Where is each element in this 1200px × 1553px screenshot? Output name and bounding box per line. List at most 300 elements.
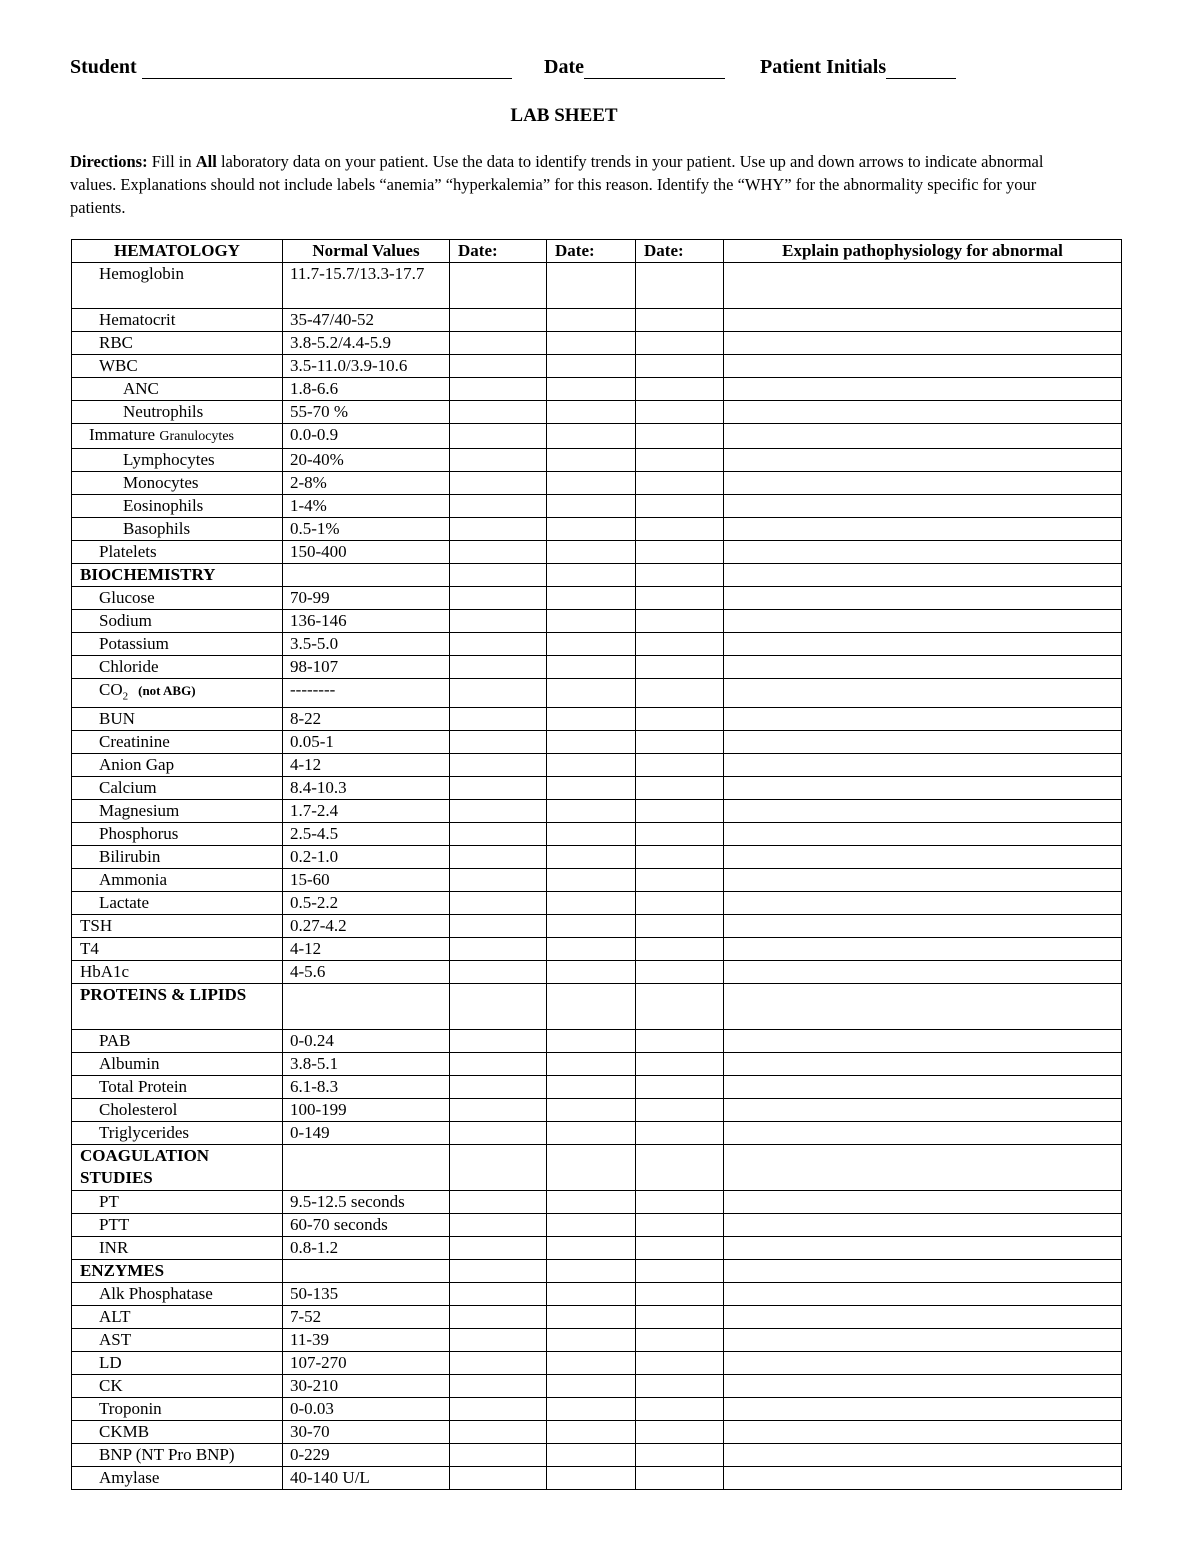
date-3-cell[interactable] [636,1467,724,1490]
explanation-cell[interactable] [724,564,1122,587]
explanation-cell[interactable] [724,754,1122,777]
lab-test-label: Platelets [99,542,157,561]
date-3-cell[interactable] [636,1099,724,1122]
date-1-cell[interactable] [450,355,547,378]
table-row [72,1099,1122,1122]
lab-table [71,239,1122,1490]
date-1-cell[interactable] [450,1191,547,1214]
lab-test-label: CO [99,680,123,699]
date-2-cell[interactable] [547,1191,636,1214]
table-row [72,472,1122,495]
date-3-cell[interactable] [636,984,724,1030]
date-2-cell[interactable] [547,401,636,424]
lab-test-name [72,915,283,938]
table-row [72,401,1122,424]
date-2-cell[interactable] [547,708,636,731]
date-1-cell[interactable] [450,633,547,656]
date-2-cell[interactable] [547,1306,636,1329]
date-2-cell[interactable] [547,1329,636,1352]
date-2-cell[interactable] [547,1260,636,1283]
date-2-cell[interactable] [547,1214,636,1237]
date-2-cell[interactable] [547,332,636,355]
date-3-cell[interactable] [636,518,724,541]
explanation-cell[interactable] [724,731,1122,754]
lab-test-label: Anion Gap [99,755,175,775]
lab-test-name [72,1421,283,1444]
lab-test-label: AST [99,1330,132,1350]
explanation-cell[interactable] [724,1237,1122,1260]
explanation-cell[interactable] [724,541,1122,564]
explanation-cell[interactable] [724,1214,1122,1237]
table-row [72,610,1122,633]
lab-test-name [72,1237,283,1260]
table-row [72,541,1122,564]
date-1-cell[interactable] [450,1053,547,1076]
explanation-cell[interactable] [724,495,1122,518]
date-3-cell[interactable] [636,449,724,472]
explanation-cell[interactable] [724,915,1122,938]
date-2-cell[interactable] [547,846,636,869]
lab-test-name [72,401,283,424]
section-title: ENZYMES [72,1260,283,1283]
date-2-cell[interactable] [547,1444,636,1467]
lab-test-name [72,1352,283,1375]
date-2-cell[interactable] [547,1375,636,1398]
date-1-cell[interactable] [450,1352,547,1375]
date-1-cell[interactable] [450,800,547,823]
normal-value: 0.5-1% [283,518,450,541]
lab-test-label: T4 [80,939,99,959]
date-1-cell[interactable] [450,541,547,564]
lab-test-label: PTT [99,1215,130,1235]
date-1-cell[interactable] [450,1306,547,1329]
date-2-cell[interactable] [547,610,636,633]
normal-value: 11.7-15.7/13.3-17.7 [283,263,450,309]
date-3-cell[interactable] [636,378,724,401]
date-blank[interactable] [584,58,725,79]
explanation-cell[interactable] [724,1398,1122,1421]
directions-text-1: Fill in [147,152,196,171]
section-value-empty [283,1145,450,1191]
lab-test-name [72,1214,283,1237]
explanation-cell[interactable] [724,1122,1122,1145]
date-2-cell[interactable] [547,1122,636,1145]
date-1-cell[interactable] [450,1145,547,1191]
table-row [72,263,1122,309]
section-title: PROTEINS & LIPIDS [72,984,283,1030]
lab-test-label: Lymphocytes [123,450,215,469]
date-1-cell[interactable] [450,1122,547,1145]
lab-test-name [72,656,283,679]
date-2-cell[interactable] [547,424,636,449]
lab-test-label: Potassium [99,634,169,653]
date-3-cell[interactable] [636,731,724,754]
date-2-cell[interactable] [547,1053,636,1076]
student-blank[interactable] [142,58,512,79]
lab-test-name [72,938,283,961]
date-2-cell[interactable] [547,938,636,961]
date-3-cell[interactable] [636,1076,724,1099]
explanation-cell[interactable] [724,1467,1122,1490]
date-3-cell[interactable] [636,355,724,378]
date-3-cell[interactable] [636,1306,724,1329]
table-row [72,1214,1122,1237]
table-row [72,378,1122,401]
normal-value: 0.05-1 [283,731,450,754]
date-1-cell[interactable] [450,938,547,961]
date-2-cell[interactable] [547,656,636,679]
date-1-cell[interactable] [450,679,547,708]
lab-test-label: Total Protein [99,1077,188,1097]
date-1-cell[interactable] [450,984,547,1030]
date-3-cell[interactable] [636,1329,724,1352]
date-3-cell[interactable] [636,754,724,777]
lab-test-name [72,541,283,564]
normal-value: 0-229 [283,1444,450,1467]
table-row [72,708,1122,731]
explanation-cell[interactable] [724,355,1122,378]
date-2-cell[interactable] [547,564,636,587]
normal-value: 4-5.6 [283,961,450,984]
date-2-cell[interactable] [547,1076,636,1099]
date-3-cell[interactable] [636,1122,724,1145]
date-3-cell[interactable] [636,656,724,679]
date-3-cell[interactable] [636,1030,724,1053]
date-3-cell[interactable] [636,915,724,938]
date-2-cell[interactable] [547,472,636,495]
date-3-cell[interactable] [636,401,724,424]
header-date-3: Date: [636,240,724,263]
lab-test-name [72,708,283,731]
date-1-cell[interactable] [450,961,547,984]
date-2-cell[interactable] [547,587,636,610]
date-1-cell[interactable] [450,610,547,633]
lab-test-label: WBC [99,356,138,375]
date-2-cell[interactable] [547,800,636,823]
date-2-cell[interactable] [547,1030,636,1053]
normal-value: 98-107 [283,656,450,679]
date-1-cell[interactable] [450,846,547,869]
explanation-cell[interactable] [724,800,1122,823]
date-3-cell[interactable] [636,1444,724,1467]
explanation-cell[interactable] [724,777,1122,800]
date-1-cell[interactable] [450,1076,547,1099]
date-1-cell[interactable] [450,869,547,892]
date-2-cell[interactable] [547,1467,636,1490]
date-3-cell[interactable] [636,777,724,800]
explanation-cell[interactable] [724,984,1122,1030]
normal-value: 4-12 [283,938,450,961]
date-3-cell[interactable] [636,495,724,518]
header-normal-values: Normal Values [283,240,450,263]
explanation-cell[interactable] [724,1329,1122,1352]
date-1-cell[interactable] [450,915,547,938]
date-2-cell[interactable] [547,1352,636,1375]
table-row [72,332,1122,355]
date-2-cell[interactable] [547,633,636,656]
table-row [72,1306,1122,1329]
date-2-cell[interactable] [547,1398,636,1421]
date-3-cell[interactable] [636,587,724,610]
date-3-cell[interactable] [636,1145,724,1191]
date-3-cell[interactable] [636,633,724,656]
lab-test-label: RBC [99,333,134,352]
lab-test-label: Ammonia [99,870,167,890]
lab-test-name [72,1375,283,1398]
table-row [72,633,1122,656]
date-1-cell[interactable] [450,1099,547,1122]
date-2-cell[interactable] [547,518,636,541]
date-2-cell[interactable] [547,823,636,846]
explanation-cell[interactable] [724,846,1122,869]
lab-test-name [72,892,283,915]
lab-test-name [72,1306,283,1329]
date-2-cell[interactable] [547,984,636,1030]
date-2-cell[interactable] [547,961,636,984]
table-row [72,1122,1122,1145]
date-3-cell[interactable] [636,1053,724,1076]
table-row [72,915,1122,938]
date-1-cell[interactable] [450,823,547,846]
date-2-cell[interactable] [547,1099,636,1122]
explanation-cell[interactable] [724,587,1122,610]
date-1-cell[interactable] [450,1467,547,1490]
date-3-cell[interactable] [636,823,724,846]
date-1-cell[interactable] [450,1283,547,1306]
normal-value: 0.0-0.9 [283,424,450,449]
date-3-cell[interactable] [636,564,724,587]
date-2-cell[interactable] [547,309,636,332]
explanation-cell[interactable] [724,309,1122,332]
table-row [72,1329,1122,1352]
explanation-cell[interactable] [724,708,1122,731]
date-1-cell[interactable] [450,754,547,777]
section-row [72,564,1122,587]
date-2-cell[interactable] [547,754,636,777]
date-3-cell[interactable] [636,708,724,731]
normal-value: 2.5-4.5 [283,823,450,846]
date-1-cell[interactable] [450,1444,547,1467]
explanation-cell[interactable] [724,656,1122,679]
date-1-cell[interactable] [450,449,547,472]
date-field[interactable] [544,56,725,79]
date-1-cell[interactable] [450,378,547,401]
lab-test-label: ANC [123,379,159,398]
table-row [72,495,1122,518]
date-3-cell[interactable] [636,1352,724,1375]
date-3-cell[interactable] [636,1375,724,1398]
date-1-cell[interactable] [450,495,547,518]
explanation-cell[interactable] [724,679,1122,708]
explanation-cell[interactable] [724,1030,1122,1053]
explanation-cell[interactable] [724,1375,1122,1398]
lab-test-name [72,754,283,777]
date-3-cell[interactable] [636,846,724,869]
table-row [72,1467,1122,1490]
normal-value: 30-70 [283,1421,450,1444]
header-date-1: Date: [450,240,547,263]
date-3-cell[interactable] [636,961,724,984]
date-2-cell[interactable] [547,892,636,915]
date-1-cell[interactable] [450,309,547,332]
explanation-cell[interactable] [724,1444,1122,1467]
date-2-cell[interactable] [547,869,636,892]
lab-test-label: Bilirubin [99,847,161,867]
date-3-cell[interactable] [636,1191,724,1214]
date-3-cell[interactable] [636,679,724,708]
date-2-cell[interactable] [547,1421,636,1444]
date-2-cell[interactable] [547,915,636,938]
date-label: Date [544,56,584,78]
explanation-cell[interactable] [724,869,1122,892]
lab-test-name [72,309,283,332]
explanation-cell[interactable] [724,938,1122,961]
explanation-cell[interactable] [724,1352,1122,1375]
normal-value: 4-12 [283,754,450,777]
lab-test-name [72,731,283,754]
patient-initials-field[interactable] [760,56,956,79]
date-1-cell[interactable] [450,656,547,679]
date-1-cell[interactable] [450,332,547,355]
explanation-cell[interactable] [724,1145,1122,1191]
date-2-cell[interactable] [547,263,636,309]
date-1-cell[interactable] [450,564,547,587]
date-3-cell[interactable] [636,309,724,332]
table-row [72,1283,1122,1306]
normal-value: 8-22 [283,708,450,731]
directions [70,150,1070,219]
date-1-cell[interactable] [450,518,547,541]
date-1-cell[interactable] [450,472,547,495]
date-1-cell[interactable] [450,1375,547,1398]
date-3-cell[interactable] [636,1260,724,1283]
date-3-cell[interactable] [636,869,724,892]
explanation-cell[interactable] [724,518,1122,541]
explanation-cell[interactable] [724,401,1122,424]
date-3-cell[interactable] [636,541,724,564]
explanation-cell[interactable] [724,449,1122,472]
date-3-cell[interactable] [636,892,724,915]
table-row [72,1444,1122,1467]
explanation-cell[interactable] [724,1306,1122,1329]
date-1-cell[interactable] [450,708,547,731]
explanation-cell[interactable] [724,961,1122,984]
date-1-cell[interactable] [450,263,547,309]
explanation-cell[interactable] [724,1076,1122,1099]
explanation-cell[interactable] [724,1421,1122,1444]
explanation-cell[interactable] [724,472,1122,495]
date-2-cell[interactable] [547,495,636,518]
lab-test-label: BNP (NT Pro BNP) [99,1445,235,1465]
table-row [72,1237,1122,1260]
date-3-cell[interactable] [636,610,724,633]
date-2-cell[interactable] [547,541,636,564]
explanation-cell[interactable] [724,263,1122,309]
table-row [72,679,1122,708]
explanation-cell[interactable] [724,332,1122,355]
date-3-cell[interactable] [636,800,724,823]
date-3-cell[interactable] [636,1398,724,1421]
normal-value: 11-39 [283,1329,450,1352]
date-1-cell[interactable] [450,731,547,754]
date-2-cell[interactable] [547,777,636,800]
table-row [72,656,1122,679]
date-1-cell[interactable] [450,1214,547,1237]
explanation-cell[interactable] [724,610,1122,633]
date-2-cell[interactable] [547,1145,636,1191]
date-1-cell[interactable] [450,424,547,449]
date-2-cell[interactable] [547,731,636,754]
lab-test-label: HbA1c [80,962,130,982]
date-3-cell[interactable] [636,1283,724,1306]
date-2-cell[interactable] [547,1237,636,1260]
normal-value: 0.2-1.0 [283,846,450,869]
explanation-cell[interactable] [724,424,1122,449]
lab-test-label: Amylase [99,1468,160,1488]
date-1-cell[interactable] [450,1421,547,1444]
date-3-cell[interactable] [636,424,724,449]
date-1-cell[interactable] [450,1030,547,1053]
explanation-cell[interactable] [724,1191,1122,1214]
date-1-cell[interactable] [450,1260,547,1283]
date-1-cell[interactable] [450,1398,547,1421]
lab-test-label-small: Granulocytes [159,429,234,444]
table-row [72,846,1122,869]
student-field[interactable] [70,56,512,79]
date-1-cell[interactable] [450,1329,547,1352]
lab-test-name [72,1283,283,1306]
explanation-cell[interactable] [724,1260,1122,1283]
explanation-cell[interactable] [724,633,1122,656]
normal-value: 0.27-4.2 [283,915,450,938]
date-1-cell[interactable] [450,777,547,800]
date-3-cell[interactable] [636,938,724,961]
date-2-cell[interactable] [547,355,636,378]
section-value-empty [283,1260,450,1283]
date-2-cell[interactable] [547,679,636,708]
patient-initials-label: Patient Initials [760,56,887,78]
table-row [72,1398,1122,1421]
explanation-cell[interactable] [724,1283,1122,1306]
date-2-cell[interactable] [547,378,636,401]
date-1-cell[interactable] [450,892,547,915]
date-2-cell[interactable] [547,449,636,472]
date-1-cell[interactable] [450,587,547,610]
explanation-cell[interactable] [724,823,1122,846]
date-3-cell[interactable] [636,1237,724,1260]
date-3-cell[interactable] [636,472,724,495]
explanation-cell[interactable] [724,378,1122,401]
normal-value: 0.8-1.2 [283,1237,450,1260]
lab-test-label: Troponin [99,1399,162,1419]
date-3-cell[interactable] [636,332,724,355]
date-3-cell[interactable] [636,1214,724,1237]
date-1-cell[interactable] [450,1237,547,1260]
date-1-cell[interactable] [450,401,547,424]
table-row [72,800,1122,823]
explanation-cell[interactable] [724,892,1122,915]
date-2-cell[interactable] [547,1283,636,1306]
table-row [72,1352,1122,1375]
date-3-cell[interactable] [636,1421,724,1444]
date-3-cell[interactable] [636,263,724,309]
lab-test-name [72,378,283,401]
section-value-empty [283,984,450,1030]
normal-value: 107-270 [283,1352,450,1375]
patient-initials-blank[interactable] [886,58,956,79]
explanation-cell[interactable] [724,1099,1122,1122]
explanation-cell[interactable] [724,1053,1122,1076]
